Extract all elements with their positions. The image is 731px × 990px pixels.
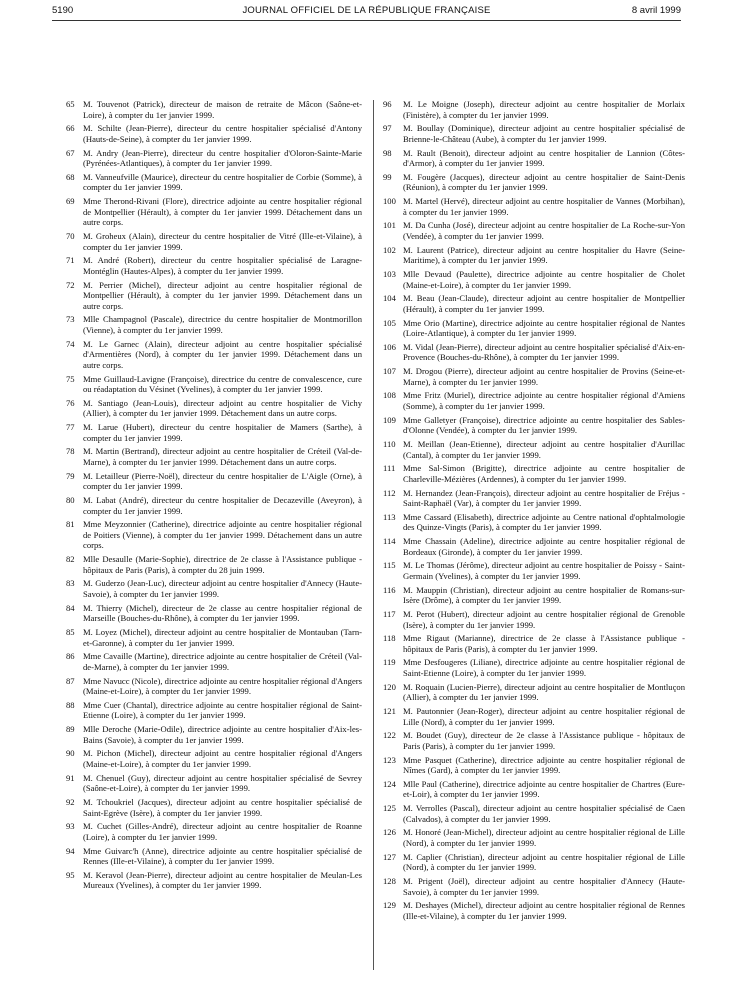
appointment-entry xyxy=(383,536,685,557)
entry-number: 101 xyxy=(383,220,396,231)
appointment-entry xyxy=(383,682,685,703)
entry-text: M. Drogou (Pierre), directeur adjoint au centre hospitalier de Provins (Seine-et-Marne), à compter du 1er janvier 1999. xyxy=(403,366,685,387)
appointment-entry xyxy=(383,755,685,776)
page-number: 5190 xyxy=(52,5,74,16)
appointment-entry xyxy=(66,374,362,395)
appointment-entry xyxy=(383,585,685,606)
appointment-entry xyxy=(383,827,685,848)
appointment-entry xyxy=(66,821,362,842)
entry-text: M. Martel (Hervé), directeur adjoint au centre hospitalier de Vannes (Morbihan), à compter du 1er janvier 1999. xyxy=(403,196,685,217)
entry-number: 96 xyxy=(383,99,392,109)
entry-number: 91 xyxy=(66,772,75,783)
entry-number: 74 xyxy=(66,338,75,349)
right-column xyxy=(383,99,685,925)
entry-text: M. Pichon (Michel), directeur adjoint au centre hospitalier régional d'Angers (Maine-et-Loire), à compter du 1er janvier 1999. xyxy=(83,748,362,769)
entry-number: 103 xyxy=(383,268,396,279)
entry-number: 104 xyxy=(383,293,396,304)
entry-number: 65 xyxy=(66,99,75,109)
appointment-entry xyxy=(66,773,362,794)
entry-number: 73 xyxy=(66,314,75,325)
entry-number: 90 xyxy=(66,748,75,759)
entry-text: M. Loyez (Michel), directeur adjoint au centre hospitalier de Montauban (Tarn-et-Garonne), à compter du 1er janvier 1999. xyxy=(83,627,362,648)
header-rule xyxy=(52,20,681,21)
entry-text: M. Perrier (Michel), directeur adjoint au centre hospitalier régional de Montpellier (Hérault), à compter du 1er janvier 1999. Détachement dans un autre corps. xyxy=(83,279,362,311)
entry-text: M. Santiago (Jean-Louis), directeur adjoint au centre hospitalier de Vichy (Allier), à compter du 1er janvier 1999. Détachement dans un autre corps. xyxy=(83,397,362,419)
entry-text: M. Chenuel (Guy), directeur adjoint au centre hospitalier spécialisé de Sevrey (Saône-et-Loire), à compter du 1er janvier 1999. xyxy=(83,772,362,794)
entry-text: M. Le Thomas (Jérôme), directeur adjoint au centre hospitalier de Poissy - Saint-Germain (Yvelines), à compter du 1er janvier 1999. xyxy=(403,560,685,581)
entry-text: M. Beau (Jean-Claude), directeur adjoint au centre hospitalier de Montpellier (Hérault), à compter du 1er janvier 1999. xyxy=(403,293,685,314)
appointment-entry xyxy=(66,280,362,312)
entry-number: 127 xyxy=(383,851,396,862)
entry-number: 128 xyxy=(383,876,396,886)
journal-title: JOURNAL OFFICIEL DE LA RÉPUBLIQUE FRANÇAISE xyxy=(242,5,491,16)
appointment-entry xyxy=(66,339,362,371)
entry-text: Mlle Paul (Catherine), directrice adjointe au centre hospitalier de Chartres (Eure-et-Loir), à compter du 1er janvier 1999. xyxy=(403,778,685,800)
entry-number: 95 xyxy=(66,869,75,880)
appointment-entry xyxy=(66,255,362,276)
entry-number: 102 xyxy=(383,244,396,255)
entry-number: 66 xyxy=(66,123,75,134)
entry-number: 100 xyxy=(383,196,396,207)
entry-text: M. Honoré (Jean-Michel), directeur adjoint au centre hospitalier régional de Lille (Nord), à compter du 1er janvier 1999. xyxy=(403,827,685,849)
appointment-entry xyxy=(383,293,685,314)
appointment-entry xyxy=(383,415,685,436)
entry-number: 87 xyxy=(66,675,75,686)
entry-number: 123 xyxy=(383,754,396,765)
appointment-entry xyxy=(383,900,685,921)
appointment-entry xyxy=(66,676,362,697)
appointment-entry xyxy=(383,779,685,800)
appointment-entry xyxy=(66,603,362,624)
issue-date: 8 avril 1999 xyxy=(631,5,681,16)
entry-number: 71 xyxy=(66,255,75,266)
appointment-entry xyxy=(66,748,362,769)
entry-number: 119 xyxy=(383,657,396,668)
entry-number: 88 xyxy=(66,699,75,710)
appointment-entry xyxy=(383,852,685,873)
entry-text: M. Thierry (Michel), directeur de 2e classe au centre hospitalier régional de Marseille (Bouches-du-Rhône), à compter du 1er janvier 1999. xyxy=(83,602,362,624)
entry-text: M. André (Robert), directeur du centre hospitalier spécialisé de Laragne-Montéglin (Hautes-Alpes), à compter du 1er janvier 1999. xyxy=(83,255,362,276)
entry-number: 106 xyxy=(383,341,396,352)
entry-text: Mme Cuer (Chantal), directrice adjointe au centre hospitalier régional de Saint-Etienne (Loire), à compter du 1er janvier 1999. xyxy=(83,699,362,721)
entry-text: M. Fougère (Jacques), directeur adjoint au centre hospitalier de Saint-Denis (Réunion), à compter du 1er janvier 1999. xyxy=(403,171,685,193)
appointment-entry xyxy=(66,870,362,891)
entry-text: M. Prigent (Joël), directeur adjoint au centre hospitalier d'Annecy (Haute-Savoie), à compter du 1er janvier 1999. xyxy=(403,876,685,897)
appointment-entry xyxy=(66,422,362,443)
entry-number: 116 xyxy=(383,584,396,595)
entry-text: M. Vidal (Jean-Pierre), directeur adjoint au centre hospitalier spécialisé d'Aix-en-Provence (Bouches-du-Rhône), à compter du 1er janvier 1999. xyxy=(403,341,685,363)
entry-number: 82 xyxy=(66,554,75,565)
entry-number: 77 xyxy=(66,422,75,433)
entry-text: Mme Rigaut (Marianne), directrice de 2e classe à l'Assistance publique - hôpitaux de Paris (Paris), à compter du 1er janvier 1999. xyxy=(403,633,685,654)
entry-number: 92 xyxy=(66,796,75,807)
appointment-entry xyxy=(383,269,685,290)
entry-number: 108 xyxy=(383,390,396,401)
appointment-entry xyxy=(66,231,362,252)
appointment-entry xyxy=(383,560,685,581)
entry-text: Mme Cavaille (Martine), directrice adjointe au centre hospitalier de Créteil (Val-de-Marne), à compter du 1er janvier 1999. xyxy=(83,651,362,672)
appointment-entry xyxy=(66,495,362,516)
entry-text: M. Le Garnec (Alain), directeur adjoint au centre hospitalier spécialisé d'Armentières (Nord), à compter du 1er janvier 1999. Détachement dans un autre corps. xyxy=(83,338,362,370)
entry-text: M. Cuchet (Gilles-André), directeur adjoint au centre hospitalier de Roanne (Loire), à compter du 1er janvier 1999. xyxy=(83,821,362,842)
entry-text: Mme Sal-Simon (Brigitte), directrice adjointe au centre hospitalier de Charleville-Mézières (Ardennes), à compter du 1er janvier 1999. xyxy=(403,463,685,484)
entry-text: M. Deshayes (Michel), directeur adjoint au centre hospitalier régional de Rennes (Ille-et-Vilaine), à compter du 1er janvier 1999. xyxy=(403,900,685,921)
appointment-entry xyxy=(383,99,685,120)
entry-number: 79 xyxy=(66,470,75,481)
appointment-entry xyxy=(66,471,362,492)
entry-number: 124 xyxy=(383,778,396,789)
entry-number: 107 xyxy=(383,366,396,377)
entry-text: M. Verrolles (Pascal), directeur adjoint au centre hospitalier spécialisé de Caen (Calvados), à compter du 1er janvier 1999. xyxy=(403,803,685,824)
entry-text: M. Roquain (Lucien-Pierre), directeur adjoint au centre hospitalier de Montluçon (Allier), à compter du 1er janvier 1999. xyxy=(403,681,685,703)
entry-number: 110 xyxy=(383,438,396,449)
appointment-entry xyxy=(66,700,362,721)
entry-text: M. Pautonnier (Jean-Roger), directeur adjoint au centre hospitalier régional de Lille (Nord), à compter du 1er janvier 1999. xyxy=(403,706,685,727)
entry-text: M. Perot (Hubert), directeur adjoint au centre hospitalier régional de Grenoble (Isère), à compter du 1er janvier 1999. xyxy=(403,608,685,630)
entry-text: M. Schilte (Jean-Pierre), directeur du centre hospitalier spécialisé d'Antony (Hauts-de-Seine), à compter du 1er janvier 1999. xyxy=(83,123,362,144)
entry-number: 72 xyxy=(66,279,75,290)
appointment-entry xyxy=(66,519,362,551)
entry-text: Mme Therond-Rivani (Flore), directrice adjointe au centre hospitalier régional de Montpellier (Hérault), à compter du 1er janvier 1999. Détachement dans un autre corps. xyxy=(83,196,362,228)
entry-number: 117 xyxy=(383,608,396,619)
entry-number: 81 xyxy=(66,519,75,530)
entry-number: 78 xyxy=(66,446,75,457)
entry-text: Mme Pasquet (Catherine), directrice adjointe au centre hospitalier régional de Nîmes (Gard), à compter du 1er janvier 1999. xyxy=(403,754,685,776)
entry-text: Mme Guivarc'h (Anne), directrice adjointe au centre hospitalier spécialisé de Rennes (Ille-et-Vilaine), à compter du 1er janvier 1999. xyxy=(83,845,362,867)
entry-text: M. Keravol (Jean-Pierre), directeur adjoint au centre hospitalier de Meulan-Les Mureaux (Yvelines), à compter du 1er janvier 1999. xyxy=(83,869,362,891)
entry-text: Mme Fritz (Muriel), directrice adjointe au centre hospitalier régional d'Amiens (Somme), à compter du 1er janvier 1999. xyxy=(403,390,685,411)
entry-text: Mme Chassain (Adeline), directrice adjointe au centre hospitalier régional de Bordeaux (Gironde), à compter du 1er janvier 1999. xyxy=(403,536,685,557)
entry-text: Mlle Deroche (Marie-Odile), directrice adjointe au centre hospitalier d'Aix-les-Bains (Savoie), à compter du 1er janvier 1999. xyxy=(83,724,362,745)
appointment-entry xyxy=(66,578,362,599)
entry-number: 70 xyxy=(66,231,75,241)
entry-number: 98 xyxy=(383,147,392,158)
appointment-entry xyxy=(383,172,685,193)
appointment-entry xyxy=(66,172,362,193)
entry-text: M. Labat (André), directeur du centre hospitalier de Decazeville (Aveyron), à compter du 1er janvier 1999. xyxy=(83,495,362,516)
entry-number: 109 xyxy=(383,414,396,425)
appointment-entry xyxy=(66,797,362,818)
appointment-entry xyxy=(383,633,685,654)
entry-number: 99 xyxy=(383,171,392,182)
appointment-entry xyxy=(66,398,362,419)
entry-text: Mme Desfougeres (Liliane), directrice adjointe au centre hospitalier régional de Saint-Etienne (Loire), à compter du 1er janvier 1999. xyxy=(403,657,685,679)
appointment-entry xyxy=(383,876,685,897)
appointment-entry xyxy=(383,706,685,727)
appointment-entry xyxy=(66,651,362,672)
entry-number: 120 xyxy=(383,681,396,692)
appointment-entry xyxy=(383,803,685,824)
entry-number: 111 xyxy=(383,463,396,474)
entry-text: M. Laurent (Patrice), directeur adjoint au centre hospitalier du Havre (Seine-Maritime), à compter du 1er janvier 1999. xyxy=(403,244,685,266)
entry-number: 129 xyxy=(383,900,396,911)
appointment-entry xyxy=(66,627,362,648)
entry-text: M. Boudet (Guy), directeur de 2e classe à l'Assistance publique - hôpitaux de Paris (Paris), à compter du 1er janvier 1999. xyxy=(403,730,685,751)
entry-text: Mlle Devaud (Paulette), directrice adjointe au centre hospitalier de Cholet (Maine-et-Loire), à compter du 1er janvier 1999. xyxy=(403,268,685,290)
entry-number: 122 xyxy=(383,730,396,741)
appointment-entry xyxy=(383,463,685,484)
entry-number: 105 xyxy=(383,317,396,328)
entry-text: M. Groheux (Alain), directeur du centre hospitalier de Vitré (Ille-et-Vilaine), à compter du 1er janvier 1999. xyxy=(83,231,362,252)
column-divider xyxy=(373,100,374,970)
entry-number: 83 xyxy=(66,578,75,589)
entry-text: M. Tchoukriel (Jacques), directeur adjoint au centre hospitalier spécialisé de Saint-Egrève (Isère), à compter du 1er janvier 1999. xyxy=(83,796,362,818)
entry-number: 69 xyxy=(66,196,75,207)
entry-text: M. Letailleur (Pierre-Noël), directeur du centre hospitalier de L'Aigle (Orne), à compter du 1er janvier 1999. xyxy=(83,470,362,492)
entry-number: 94 xyxy=(66,845,75,856)
entry-text: M. Touvenot (Patrick), directeur de maison de retraite de Mâcon (Saône-et-Loire), à compter du 1er janvier 1999. xyxy=(83,99,362,120)
appointment-entry xyxy=(66,99,362,120)
appointment-entry xyxy=(66,123,362,144)
entry-text: M. Boullay (Dominique), directeur adjoint au centre hospitalier spécialisé de Brienne-le-Château (Aube), à compter du 1er janvier 1999. xyxy=(403,123,685,144)
appointment-entry xyxy=(383,439,685,460)
entry-number: 80 xyxy=(66,495,75,505)
entry-number: 75 xyxy=(66,373,75,384)
entry-text: Mlle Desaulle (Marie-Sophie), directrice de 2e classe à l'Assistance publique - hôpitaux de Paris (Paris), à compter du 28 juin 1999. xyxy=(83,554,362,575)
entry-text: Mlle Champagnol (Pascale), directrice du centre hospitalier de Montmorillon (Vienne), à compter du 1er janvier 1999. xyxy=(83,314,362,336)
entry-number: 112 xyxy=(383,487,396,498)
entry-number: 118 xyxy=(383,633,396,644)
appointment-entry xyxy=(383,488,685,509)
entry-text: Mme Navucc (Nicole), directrice adjointe au centre hospitalier régional d'Angers (Maine-et-Loire), à compter du 1er janvier 1999. xyxy=(83,675,362,697)
entry-text: Mme Guillaud-Lavigne (Françoise), directrice du centre de convalescence, cure ou réadaptation du Vésinet (Yvelines), à compter du 1er janvier 1999. xyxy=(83,373,362,395)
appointment-entry xyxy=(383,220,685,241)
appointment-entry xyxy=(383,512,685,533)
appointment-entry xyxy=(383,148,685,169)
entry-text: Mme Galletyer (Françoise), directrice adjointe au centre hospitalier des Sables-d'Olonne (Vendée), à compter du 1er janvier 1999. xyxy=(403,414,685,436)
appointment-entry xyxy=(383,609,685,630)
entry-number: 126 xyxy=(383,827,396,838)
entry-text: M. Andry (Jean-Pierre), directeur du centre hospitalier d'Oloron-Sainte-Marie (Pyrénées-Atlantiques), à compter du 1er janvier 1999. xyxy=(83,147,362,169)
entry-text: M. Larue (Hubert), directeur du centre hospitalier de Mamers (Sarthe), à compter du 1er janvier 1999. xyxy=(83,422,362,443)
entry-number: 84 xyxy=(66,602,75,613)
appointment-entry xyxy=(383,342,685,363)
entry-text: M. Mauppin (Christian), directeur adjoint au centre hospitalier de Romans-sur-Isère (Drôme), à compter du 1er janvier 1999. xyxy=(403,584,685,606)
entry-number: 114 xyxy=(383,536,396,547)
entry-number: 67 xyxy=(66,147,75,158)
entry-number: 76 xyxy=(66,397,75,408)
entry-text: M. Caplier (Christian), directeur adjoint au centre hospitalier régional de Lille (Nord), à compter du 1er janvier 1999. xyxy=(403,851,685,873)
appointment-entry xyxy=(66,314,362,335)
page-header xyxy=(52,5,681,19)
entry-text: M. Da Cunha (José), directeur adjoint au centre hospitalier de La Roche-sur-Yon (Vendée), à compter du 1er janvier 1999. xyxy=(403,220,685,241)
entry-number: 68 xyxy=(66,171,75,182)
appointment-entry xyxy=(383,730,685,751)
appointment-entry xyxy=(66,196,362,228)
entry-text: M. Martin (Bertrand), directeur adjoint au centre hospitalier de Créteil (Val-de-Marne), à compter du 1er janvier 1999. Détachement dans un autre corps. xyxy=(83,446,362,468)
appointment-entry xyxy=(66,846,362,867)
appointment-entry xyxy=(383,196,685,217)
appointment-entry xyxy=(383,390,685,411)
entry-text: M. Le Moigne (Joseph), directeur adjoint au centre hospitalier de Morlaix (Finistère), à compter du 1er janvier 1999. xyxy=(403,99,685,120)
appointment-entry xyxy=(383,657,685,678)
entry-text: M. Hernandez (Jean-François), directeur adjoint au centre hospitalier de Fréjus - Saint-Raphaël (Var), à compter du 1er janvier 1999. xyxy=(403,487,685,509)
entry-number: 121 xyxy=(383,706,396,717)
entry-number: 89 xyxy=(66,724,75,735)
entry-text: M. Rault (Benoit), directeur adjoint au centre hospitalier de Lannion (Côtes-d'Armor), à compter du 1er janvier 1999. xyxy=(403,147,685,169)
entry-text: M. Vanneufville (Maurice), directeur du centre hospitalier de Corbie (Somme), à compter du 1er janvier 1999. xyxy=(83,171,362,193)
entry-text: Mme Orio (Martine), directrice adjointe au centre hospitalier régional de Nantes (Loire-Atlantique), à compter du 1er janvier 1999. xyxy=(403,317,685,339)
entry-number: 93 xyxy=(66,821,75,832)
entry-number: 115 xyxy=(383,560,396,571)
appointment-entry xyxy=(66,554,362,575)
entry-number: 125 xyxy=(383,803,396,814)
appointment-entry xyxy=(66,446,362,467)
left-column xyxy=(66,99,362,894)
appointment-entry xyxy=(383,318,685,339)
appointment-entry xyxy=(383,366,685,387)
entry-number: 86 xyxy=(66,651,75,662)
appointment-entry xyxy=(66,724,362,745)
entry-number: 97 xyxy=(383,123,392,134)
entry-text: M. Guderzo (Jean-Luc), directeur adjoint au centre hospitalier d'Annecy (Haute-Savoie), à compter du 1er janvier 1999. xyxy=(83,578,362,600)
entry-text: Mme Meyzonnier (Catherine), directrice adjointe au centre hospitalier régional de Poitiers (Vienne), à compter du 1er janvier 1999. Détachement dans un autre corps. xyxy=(83,519,362,551)
appointment-entry xyxy=(383,245,685,266)
entry-text: Mme Cassard (Elisabeth), directrice adjointe au Centre national d'ophtalmologie des Quinze-Vingts (Paris), à compter du 1er janvier 1999. xyxy=(403,511,685,533)
appointment-entry xyxy=(66,148,362,169)
entry-text: M. Meillan (Jean-Etienne), directeur adjoint au centre hospitalier d'Aurillac (Cantal), à compter du 1er janvier 1999. xyxy=(403,438,685,460)
entry-number: 113 xyxy=(383,511,396,522)
appointment-entry xyxy=(383,123,685,144)
entry-number: 85 xyxy=(66,627,75,637)
